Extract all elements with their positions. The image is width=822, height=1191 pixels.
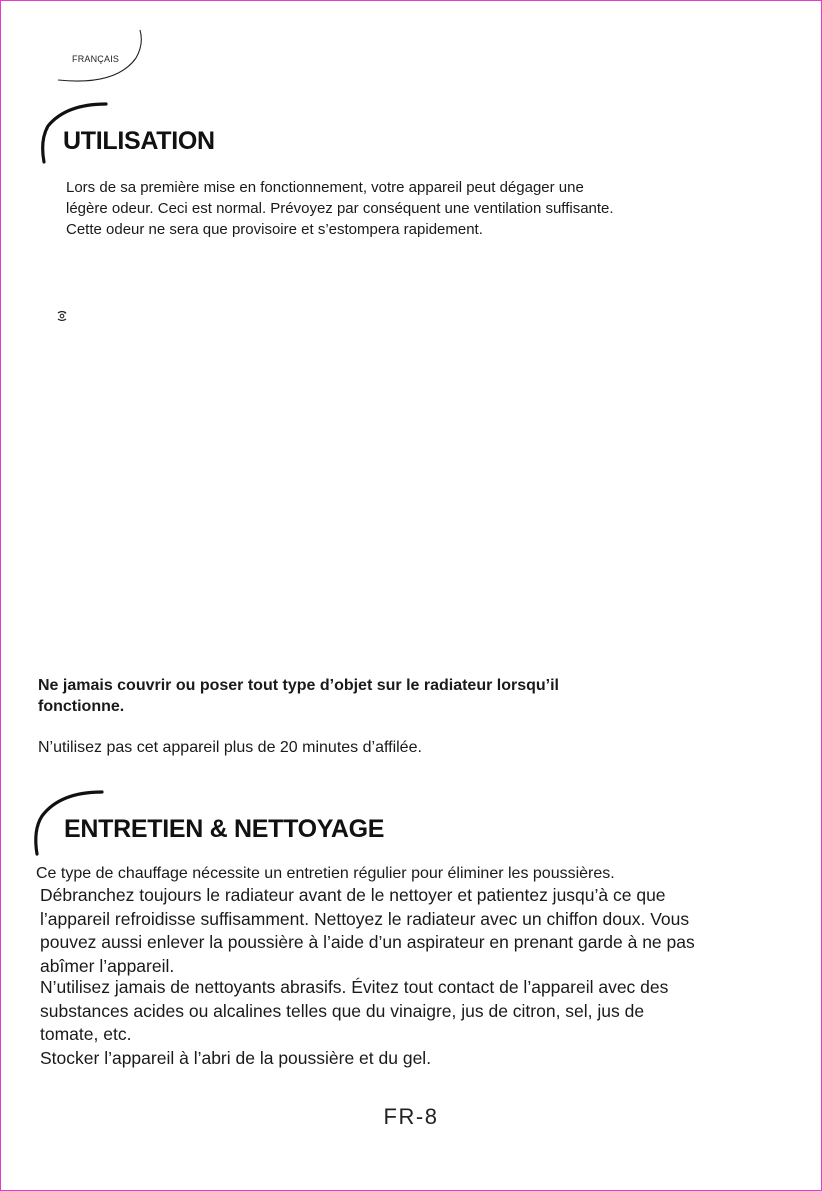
section-title-usage: UTILISATION — [63, 127, 215, 155]
page-number: FR-8 — [383, 1104, 439, 1129]
usage-intro-line: Lors de sa première mise en fonctionnement, votre appareil peut dégager une — [66, 179, 584, 196]
maintenance-abrasives-line: N’utilisez jamais de nettoyants abrasifs. Évitez tout contact de l’appareil avec des — [40, 977, 669, 997]
maintenance-abrasives — [40, 976, 668, 1047]
language-label: FRANÇAIS — [72, 54, 120, 64]
rotation-icon — [55, 309, 69, 323]
maintenance-unplug-line: pouvez aussi enlever la poussière à l’aide d’un aspirateur en prenant garde à ne pas — [40, 932, 695, 952]
maintenance-unplug — [40, 884, 695, 978]
maintenance-storage: Stocker l’appareil à l’abri de la poussière et du gel. — [40, 1048, 432, 1068]
maintenance-abrasives-line: tomate, etc. — [40, 1024, 132, 1044]
usage-warning-line: Ne jamais couvrir ou poser tout type d’objet sur le radiateur lorsqu’il — [38, 677, 559, 694]
maintenance-intro: Ce type de chauffage nécessite un entretien régulier pour éliminer les poussières. — [36, 865, 615, 882]
usage-intro-line: légère odeur. Ceci est normal. Prévoyez par conséquent une ventilation suffisante. — [66, 200, 614, 217]
usage-warning — [38, 675, 559, 717]
usage-intro-line: Cette odeur ne sera que provisoire et s’estompera rapidement. — [66, 221, 483, 238]
section-title-maintenance: ENTRETIEN & NETTOYAGE — [64, 815, 385, 843]
maintenance-unplug-line: abîmer l’appareil. — [40, 955, 175, 976]
usage-intro — [66, 177, 614, 240]
maintenance-unplug-line: l’appareil refroidisse suffisamment. Nettoyez le radiateur avec un chiffon doux. Vous — [40, 908, 690, 929]
maintenance-abrasives-line: substances acides ou alcalines telles que du vinaigre, jus de citron, sel, jus de — [40, 1000, 645, 1021]
usage-warning-line: fonctionne. — [38, 698, 125, 715]
usage-time-limit: N’utilisez pas cet appareil plus de 20 minutes d’affilée. — [38, 739, 422, 756]
maintenance-unplug-line: Débranchez toujours le radiateur avant de le nettoyer et patientez jusqu’à ce que — [40, 885, 666, 905]
